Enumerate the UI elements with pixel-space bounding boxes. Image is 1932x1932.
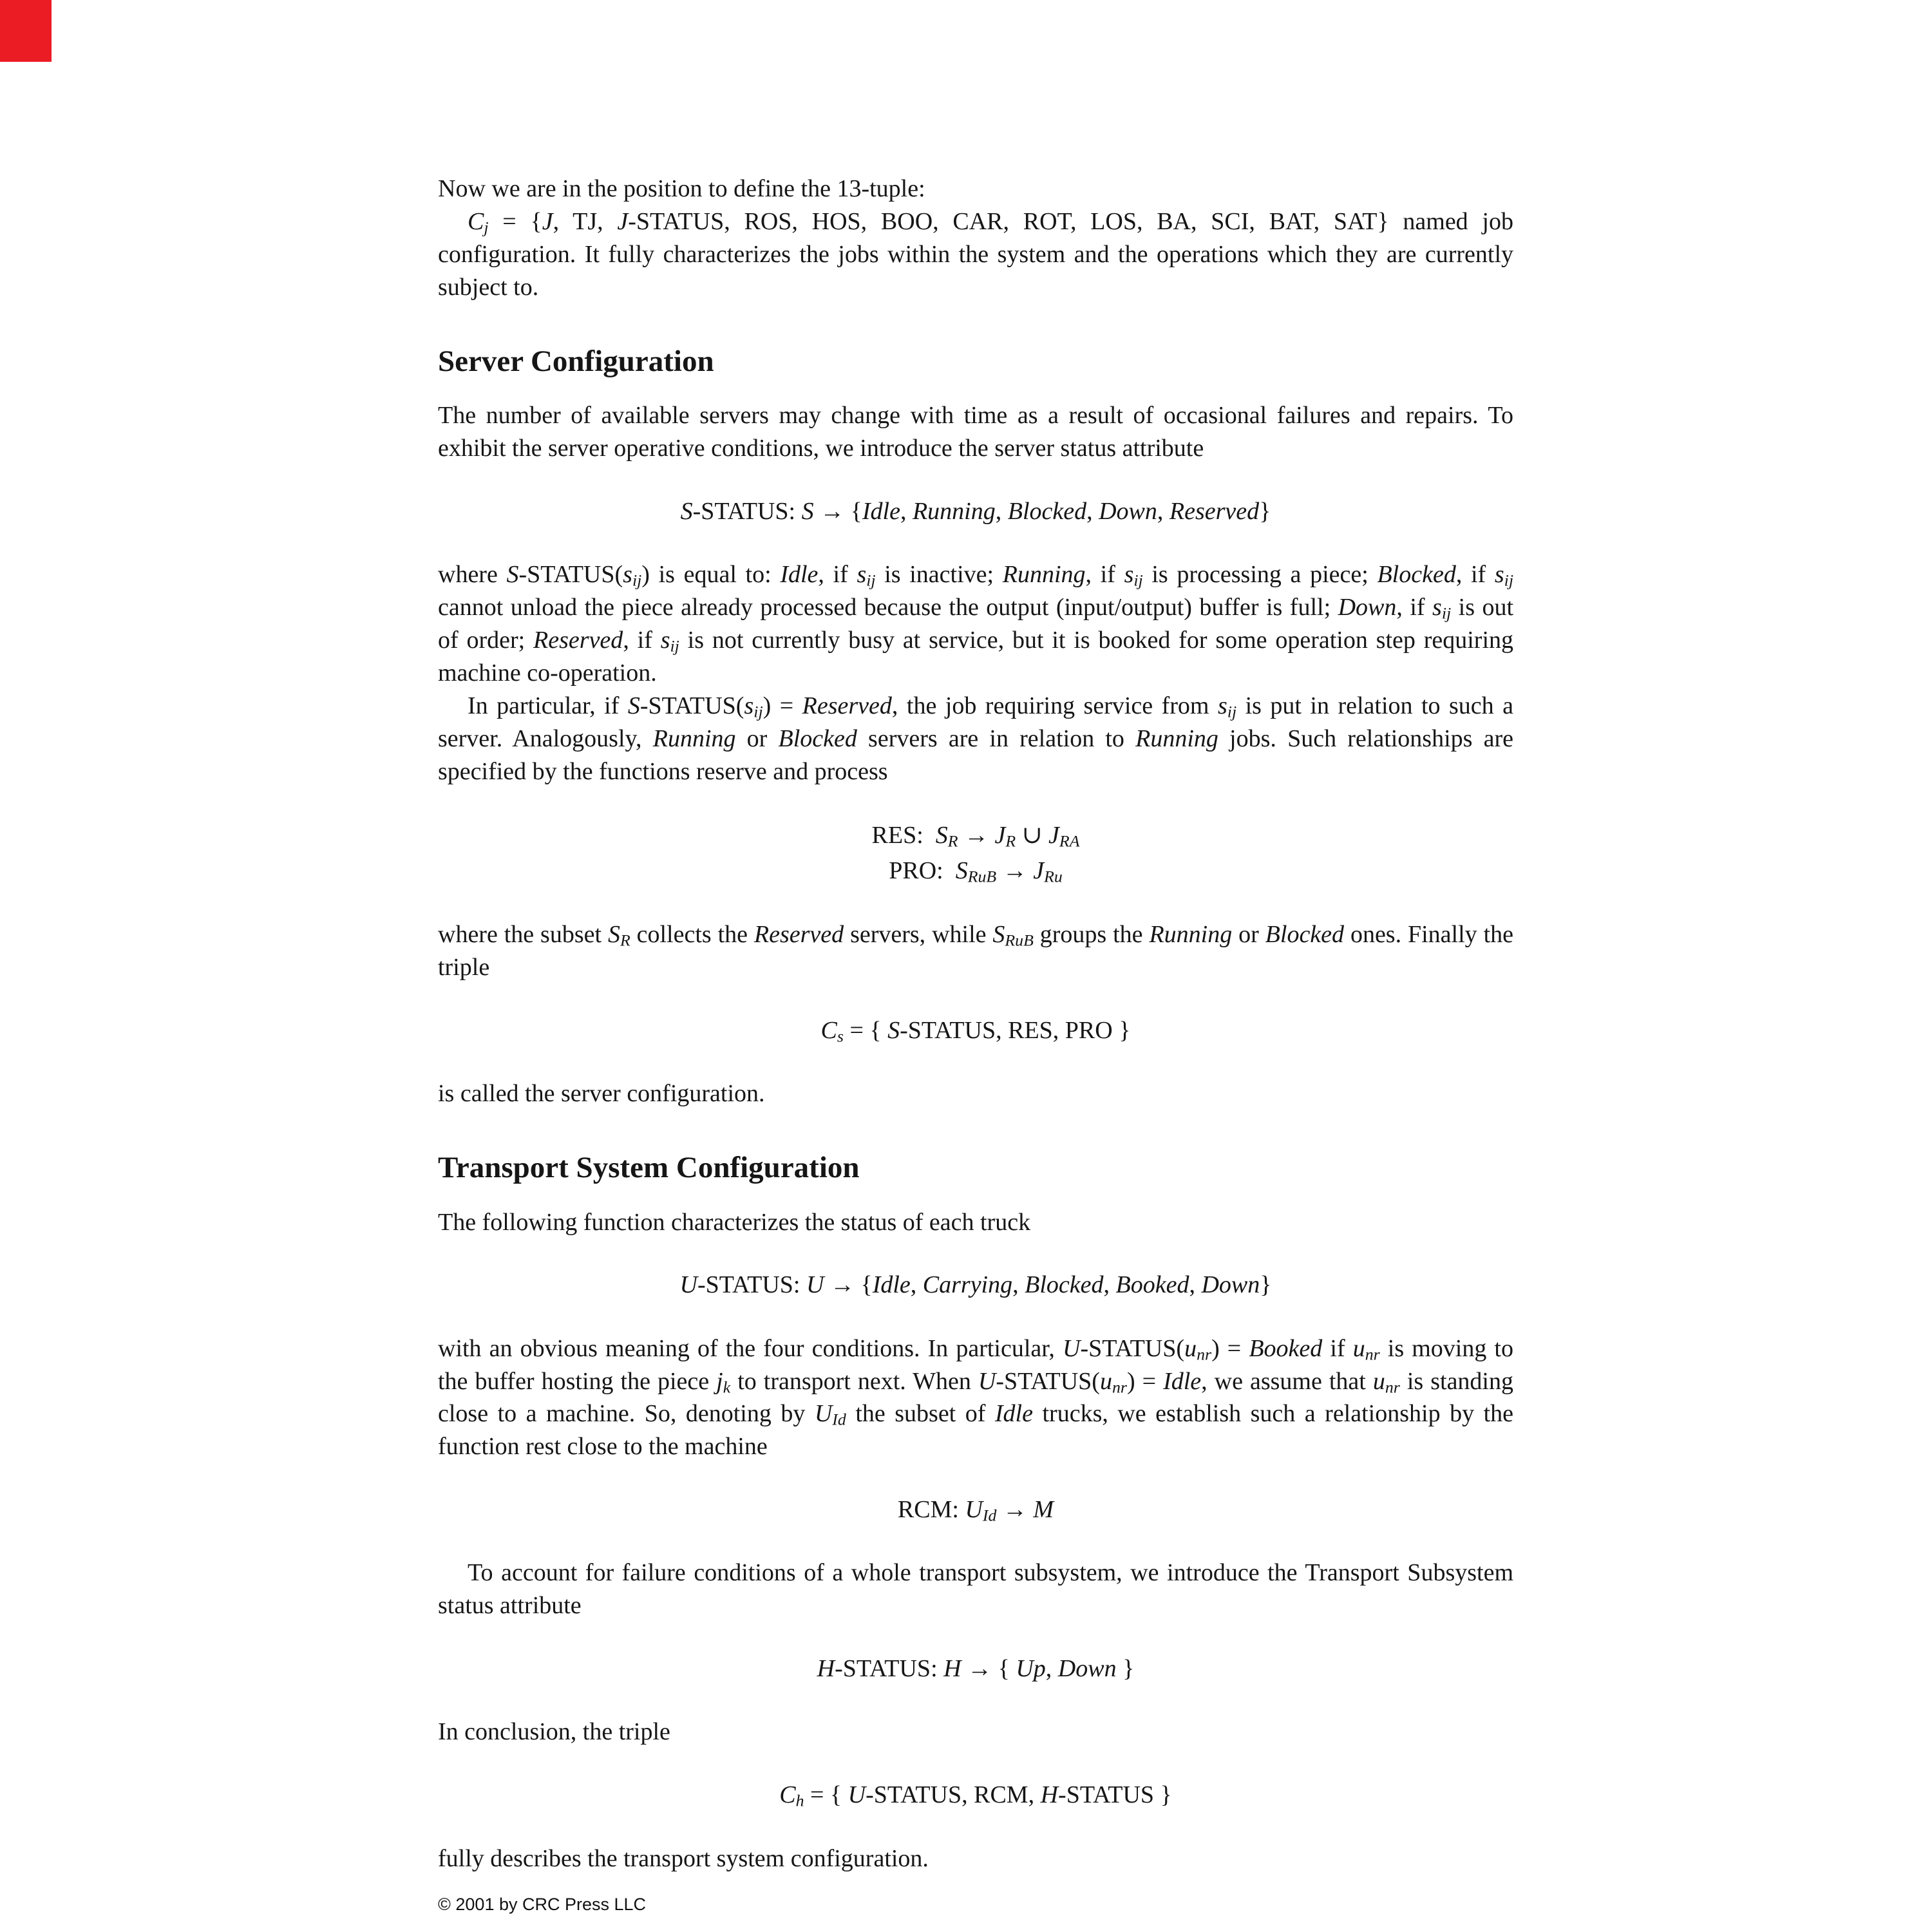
paragraph-fully-describes: fully describes the transport system configuration. bbox=[438, 1844, 929, 1872]
equation-res: RES: $S_R \to J_R$ ∪ $J_{RA}$ bbox=[871, 821, 1080, 851]
equation-cs: $C_s$ = { S-STATUS, RES, PRO } bbox=[820, 1016, 1131, 1046]
page-edge-tab bbox=[0, 0, 52, 62]
equation-ch: $C_h$ = { U-STATUS, RCM, H-STATUS } bbox=[779, 1781, 1172, 1811]
paragraph-server-intro: The number of available servers may change with time as a result of occasional failures and repairs. To exhibit the server operative conditions, we introduce the server status attribute bbox=[438, 402, 1513, 462]
equation-u-status: U-STATUS: U → {Idle, Carrying, Blocked, Booked, Down} bbox=[679, 1271, 1272, 1299]
paragraph-intro-line: Now we are in the position to define the 13-tuple: bbox=[438, 175, 925, 202]
copyright-footer: © 2001 by CRC Press LLC bbox=[438, 1895, 647, 1914]
equation-group-res-pro bbox=[438, 818, 1513, 889]
paragraph-in-particular: In particular, if $S-STATUS(s_{ij})$ = Reserved, the job requiring service from $s_{ij}$ is put in relation to such a server. Analogously, Running or Blocked servers are in relation to Running jobs. Such relationships are specified by the functions reserve and process bbox=[438, 692, 1513, 785]
equation-rcm: RCM: $U_{Id} \to M$ bbox=[897, 1496, 1054, 1525]
paragraph-obvious-meaning: with an obvious meaning of the four conditions. In particular, $U-STATUS(u_{nr})$ = Booked if $u_{nr}$ is moving to the buffer hosting the piece $j_k$ to transport next. When $U-STATUS(u_{nr})$ = Idle, we assume that $u_{nr}$ is standing close to a machine. So, denoting by $U_{Id}$ the subset of Idle trucks, we establish such a relationship by the function rest close to the machine bbox=[438, 1334, 1513, 1461]
section-heading-transport-system-configuration: Transport System Configuration bbox=[438, 1150, 860, 1184]
paragraph-where-s-status: where $S-STATUS(s_{ij})$ is equal to: Idle, if $s_{ij}$ is inactive; Running, if $s_{ij}$ is processing a piece; Blocked, if $s_{ij}$ cannot unload the piece already processed because the output (input/output) buffer is full; Down, if $s_{ij}$ is out of order; Reserved, if $s_{ij}$ is not currently busy at service, but it is booked for some operation step requiring machine co-operation. bbox=[438, 561, 1514, 687]
section-heading-server-configuration: Server Configuration bbox=[438, 344, 714, 378]
equation-pro: PRO: $S_{RuB} \to J_{Ru}$ bbox=[889, 857, 1063, 886]
paragraph-job-configuration: $C_j = \{J$, TJ, J-STATUS, ROS, HOS, BOO, CAR, ROT, LOS, BA, SCI, BAT, SAT} named job configuration. It fully characterizes the jobs within the system and the operations which they are currently subject to. bbox=[438, 207, 1513, 301]
paragraph-where-subset: where the subset $S_R$ collects the Reserved servers, while $S_{RuB}$ groups the Running or Blocked ones. Finally the triple bbox=[438, 920, 1513, 981]
paragraph-account-failure: To account for failure conditions of a whole transport subsystem, we introduce the Transport Subsystem status attribute bbox=[438, 1559, 1513, 1620]
equation-h-status: H-STATUS: H → { Up, Down } bbox=[817, 1655, 1135, 1683]
paragraph-conclusion: In conclusion, the triple bbox=[438, 1718, 670, 1746]
equation-s-status: S-STATUS: S → {Idle, Running, Blocked, Down, Reserved} bbox=[680, 498, 1271, 526]
paragraph-truck-status: The following function characterizes the status of each truck bbox=[438, 1208, 1031, 1236]
paragraph-called-server-configuration: is called the server configuration. bbox=[438, 1079, 765, 1107]
page-content bbox=[438, 173, 1513, 1875]
